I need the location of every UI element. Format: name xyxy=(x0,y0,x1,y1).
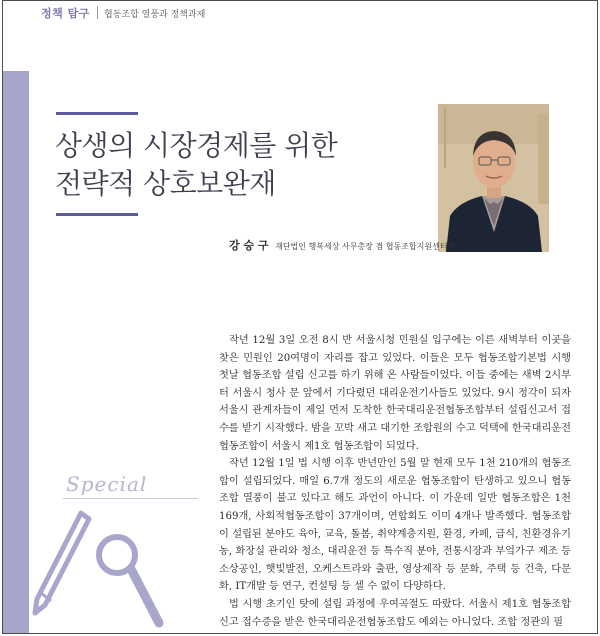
author-photo xyxy=(438,104,549,252)
article-body xyxy=(219,332,571,631)
section-label: 정책 탐구 xyxy=(41,7,90,20)
header-subtitle: 협동조합 열풍과 정책과제 xyxy=(104,10,206,20)
title-line-1: 상생의 시장경제를 위한 xyxy=(55,129,338,162)
body-paragraph-1: 작년 12월 3일 오전 8시 반 서울시청 민원실 입구에는 이른 새벽부터 이곳을 찾은 민원인 20여명이 자리를 잡고 있었다. 이들은 모두 협동조합기본법 시행 첫날 협동조합 설립 신고를 하기 위해 온 사람들이었다. 이들 중에는 새벽 2시부터 서울시 청사 문 앞에서 기다렸던 대리운전기사들도 있었다. 9시 정각이 되자 서울시 관계자들이 제일 먼저 도착한 한국대리운전협동조합부터 설립신고서 접수를 받기 시작했다. 밤을 꼬박 새고 대기한 조합원의 수고 덕택에 한국대리운전협동조합이 서울시 제1호 협동조합이 되었다. xyxy=(219,335,571,452)
author-affiliation: 재단법인 행복세상 사무총장 겸 협동조합지원센터장 xyxy=(275,242,456,251)
left-accent-bar xyxy=(3,71,29,634)
header-divider xyxy=(97,6,98,19)
author-name: 강 승 구 xyxy=(229,239,269,252)
title-rule-bottom xyxy=(56,213,138,216)
special-label: Special xyxy=(66,472,148,496)
magnifier-icon xyxy=(99,537,159,623)
body-paragraph-2: 작년 12월 1일 법 시행 이후 반년만인 5월 말 현재 모두 1천 210개의 협동조합이 설립되었다. 매일 6.7개 정도의 새로운 협동조합이 탄생하고 있으니 협동조합 열풍이 불고 있다고 해도 과언이 아니다. 이 가운데 일반 협동조합은 1천 169개, 사회적협동조합이 37개이며, 연합회도 이미 4개나 발족했다. 협동조합이 설립된 분야도 육아, 교육, 돌봄, 취약계층지원, 환경, 카페, 급식, 친환경유기농, 화장실 관리와 청소, 대리운전 등 특수직 분야, 전통시장과 부엌가구 제조 등 소상공인, 햇빛발전, 오케스트라와 출판, 영상제작 등 문화, 주택 등 건축, 다문화, IT개발 등 연구, 컨설팅 등 셀 수 없이 다양하다. xyxy=(219,458,571,593)
title-line-2: 전략적 상호보완재 xyxy=(55,167,276,200)
author-byline xyxy=(229,237,455,253)
page-header xyxy=(3,1,597,23)
article-title xyxy=(55,127,337,203)
pencil-icon xyxy=(35,513,89,613)
pencil-magnifier-illustration xyxy=(31,501,201,634)
author-portrait-image xyxy=(438,104,549,252)
body-paragraph-3: 법 시행 초기인 탓에 설립 과정에 우여곡절도 따랐다. 서울시 제1호 협동조합 신고 접수증을 받은 한국대리운전협동조합도 예외는 아니었다. 조합 정관의 필 xyxy=(219,598,571,628)
special-rule xyxy=(63,498,198,499)
magazine-page xyxy=(2,0,598,634)
title-rule-top xyxy=(56,112,138,115)
